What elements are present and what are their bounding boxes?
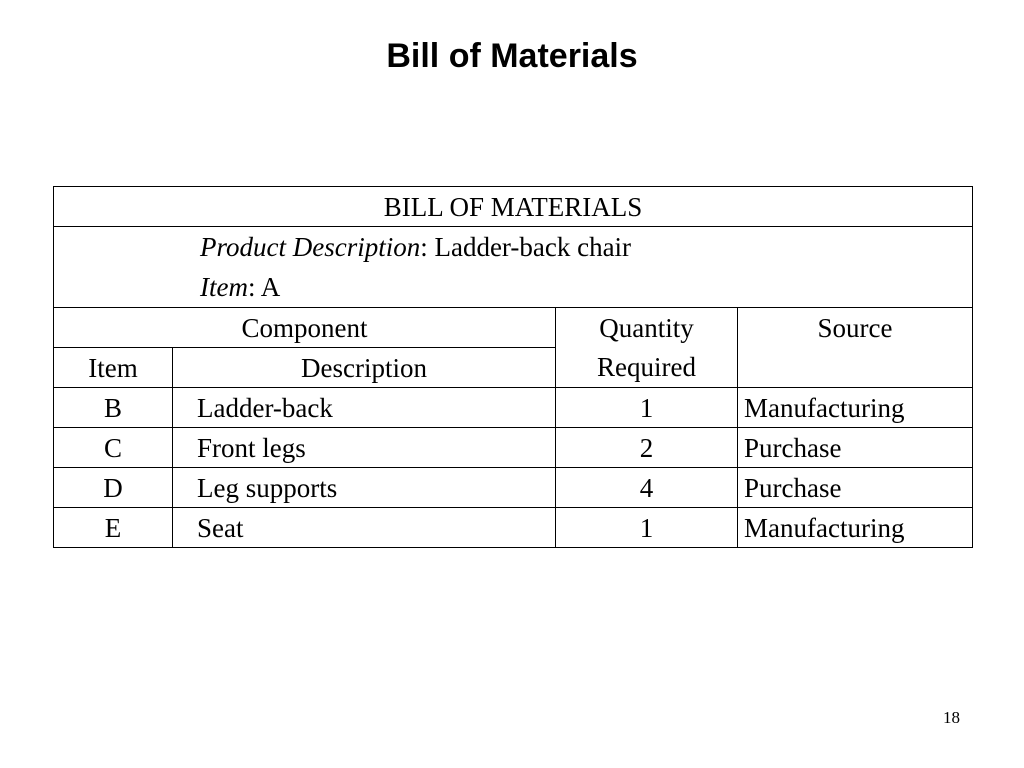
page-number: 18 [943, 708, 960, 727]
component-header: Component [54, 308, 556, 348]
table-heading: BILL OF MATERIALS [54, 187, 973, 227]
row-item: C [54, 428, 173, 468]
item-header: Item [54, 348, 173, 388]
row-description: Leg supports [173, 468, 556, 508]
row-source: Purchase [738, 428, 973, 468]
product-item-value: : A [247, 272, 281, 302]
table-row [54, 508, 973, 548]
table-row [54, 428, 973, 468]
bill-of-materials-table [53, 186, 973, 548]
product-description-label: Product Description [200, 232, 421, 262]
table-row [54, 388, 973, 428]
source-header [738, 308, 973, 388]
row-item: E [54, 508, 173, 548]
table-heading-row [54, 187, 973, 227]
row-item: D [54, 468, 173, 508]
product-item-line [200, 267, 966, 307]
quantity-header [556, 308, 738, 388]
table-row [54, 468, 973, 508]
row-quantity: 1 [556, 508, 738, 548]
product-description-line [200, 227, 966, 267]
row-description: Ladder-back [173, 388, 556, 428]
row-source: Purchase [738, 468, 973, 508]
row-source: Manufacturing [738, 388, 973, 428]
quantity-header-line2: Required [597, 352, 696, 382]
row-quantity: 1 [556, 388, 738, 428]
row-quantity: 2 [556, 428, 738, 468]
row-description: Front legs [173, 428, 556, 468]
row-quantity: 4 [556, 468, 738, 508]
product-info-cell [54, 227, 973, 308]
row-item: B [54, 388, 173, 428]
product-description-value: : Ladder-back chair [420, 232, 632, 262]
quantity-header-line1: Quantity [599, 313, 694, 343]
description-header: Description [173, 348, 556, 388]
row-description: Seat [173, 508, 556, 548]
header-row-1 [54, 308, 973, 348]
row-source: Manufacturing [738, 508, 973, 548]
source-header-label: Source [817, 313, 893, 343]
slide-title: Bill of Materials [386, 37, 638, 75]
product-item-label: Item [200, 272, 248, 302]
product-info-row [54, 227, 973, 308]
